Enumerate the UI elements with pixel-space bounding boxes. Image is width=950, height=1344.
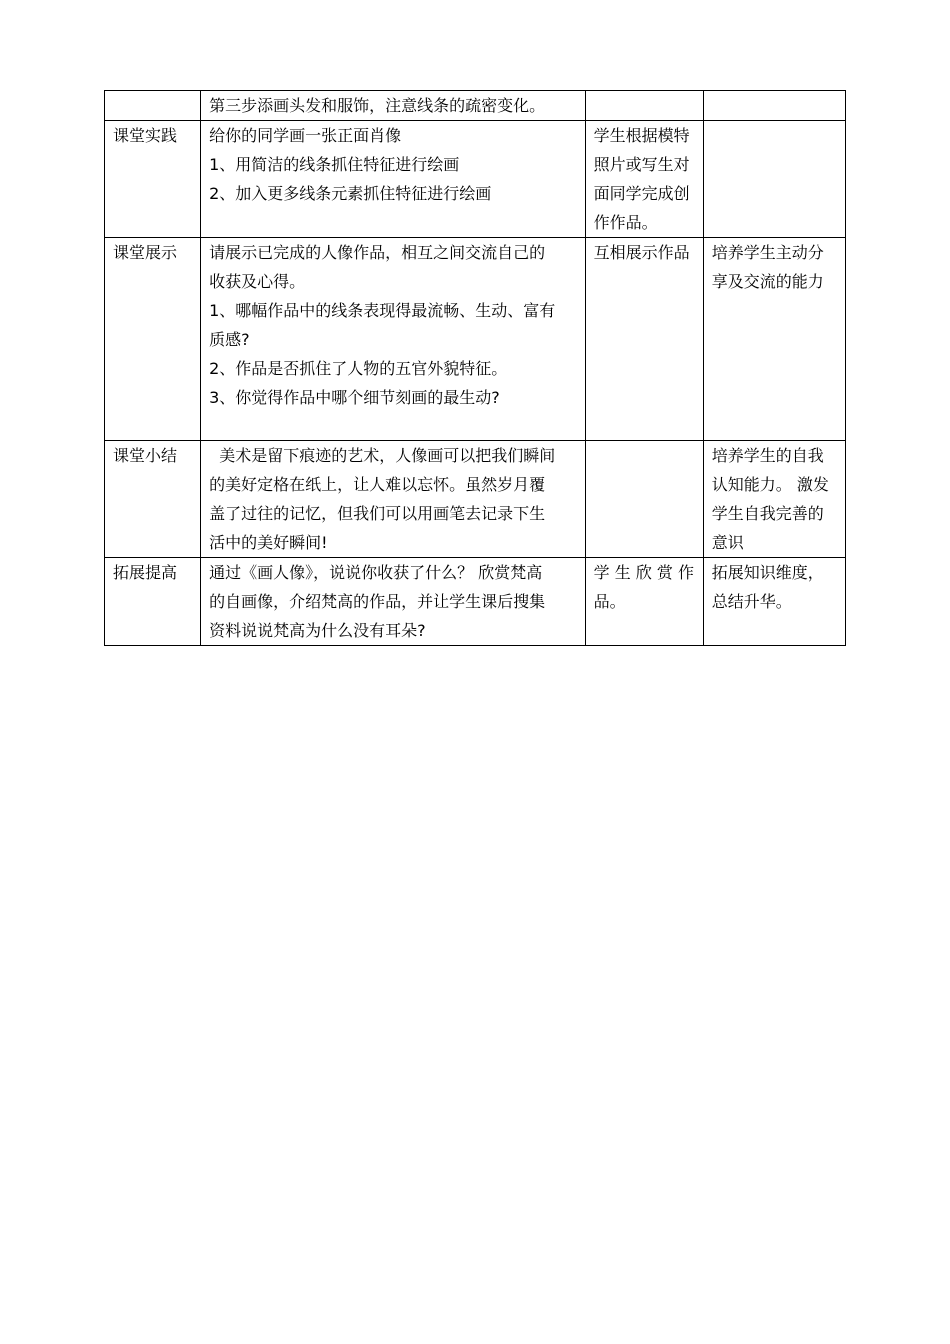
content-line: 1、用简洁的线条抓住特征进行绘画 bbox=[209, 155, 460, 174]
stage-cell: 课堂实践 bbox=[105, 121, 201, 238]
content-line: 3、你觉得作品中哪个细节刻画的最生动? bbox=[209, 388, 500, 407]
purpose-line: 拓展知识维度， bbox=[711, 563, 824, 582]
content-line: 2、作品是否抓住了人物的五官外貌特征。 bbox=[209, 359, 508, 378]
content-line: 美术是留下痕迹的艺术，人像画可以把我们瞬间 bbox=[209, 446, 556, 465]
content-line: 资料说说梵高为什么没有耳朵? bbox=[209, 621, 426, 640]
content-line: 通过《画人像》，说说你收获了什么？ 欣赏梵高 bbox=[209, 563, 543, 582]
content-cell bbox=[201, 121, 586, 238]
content-line: 质感? bbox=[209, 330, 250, 349]
purpose-cell bbox=[703, 238, 845, 441]
lesson-plan-table bbox=[104, 90, 846, 646]
purpose-line: 认知能力。 激发 bbox=[711, 475, 829, 494]
purpose-line: 意识 bbox=[711, 533, 744, 552]
content-line: 2、加入更多线条元素抓住特征进行绘画 bbox=[209, 184, 492, 203]
stage-cell: 课堂小结 bbox=[105, 441, 201, 558]
content-line: 第三步添画头发和服饰，注意线条的疏密变化。 bbox=[209, 96, 546, 115]
purpose-line: 总结升华。 bbox=[711, 592, 792, 611]
content-line: 的美好定格在纸上，让人难以忘怀。虽然岁月覆 bbox=[209, 475, 546, 494]
student-activity-cell bbox=[585, 121, 703, 238]
student-line: 作作品。 bbox=[593, 213, 658, 232]
table-row bbox=[105, 441, 846, 558]
content-line: 给你的同学画一张正面肖像 bbox=[209, 126, 402, 145]
purpose-line: 学生自我完善的 bbox=[711, 504, 824, 523]
purpose-cell bbox=[703, 91, 845, 121]
student-activity-cell bbox=[585, 441, 703, 558]
stage-cell bbox=[105, 91, 201, 121]
content-cell bbox=[201, 441, 586, 558]
content-line: 活中的美好瞬间! bbox=[209, 533, 328, 552]
table-row bbox=[105, 121, 846, 238]
purpose-line: 享及交流的能力 bbox=[711, 272, 824, 291]
purpose-cell bbox=[703, 558, 845, 646]
student-activity-cell bbox=[585, 91, 703, 121]
table-row bbox=[105, 238, 846, 441]
student-line: 面同学完成创 bbox=[593, 184, 690, 203]
purpose-cell bbox=[703, 441, 845, 558]
purpose-line: 培养学生主动分 bbox=[711, 243, 824, 262]
student-activity-cell bbox=[585, 558, 703, 646]
student-activity-cell bbox=[585, 238, 703, 441]
content-line: 的自画像，介绍梵高的作品，并让学生课后搜集 bbox=[209, 592, 546, 611]
student-line: 品。 bbox=[593, 592, 626, 611]
content-line: 请展示已完成的人像作品，相互之间交流自己的 bbox=[209, 243, 546, 262]
student-line: 学生根据模特 bbox=[593, 126, 690, 145]
table-row bbox=[105, 91, 846, 121]
stage-cell: 拓展提高 bbox=[105, 558, 201, 646]
content-cell bbox=[201, 238, 586, 441]
student-line: 互相展示作品 bbox=[593, 243, 690, 262]
purpose-line: 培养学生的自我 bbox=[711, 446, 824, 465]
stage-cell: 课堂展示 bbox=[105, 238, 201, 441]
table-row bbox=[105, 558, 846, 646]
content-cell bbox=[201, 91, 586, 121]
student-line: 学 生 欣 赏 作 bbox=[593, 563, 694, 582]
content-line: 收获及心得。 bbox=[209, 272, 306, 291]
content-line: 盖了过往的记忆，但我们可以用画笔去记录下生 bbox=[209, 504, 546, 523]
content-cell bbox=[201, 558, 586, 646]
student-line: 照片或写生对 bbox=[593, 155, 690, 174]
content-line: 1、哪幅作品中的线条表现得最流畅、生动、富有 bbox=[209, 301, 556, 320]
purpose-cell bbox=[703, 121, 845, 238]
